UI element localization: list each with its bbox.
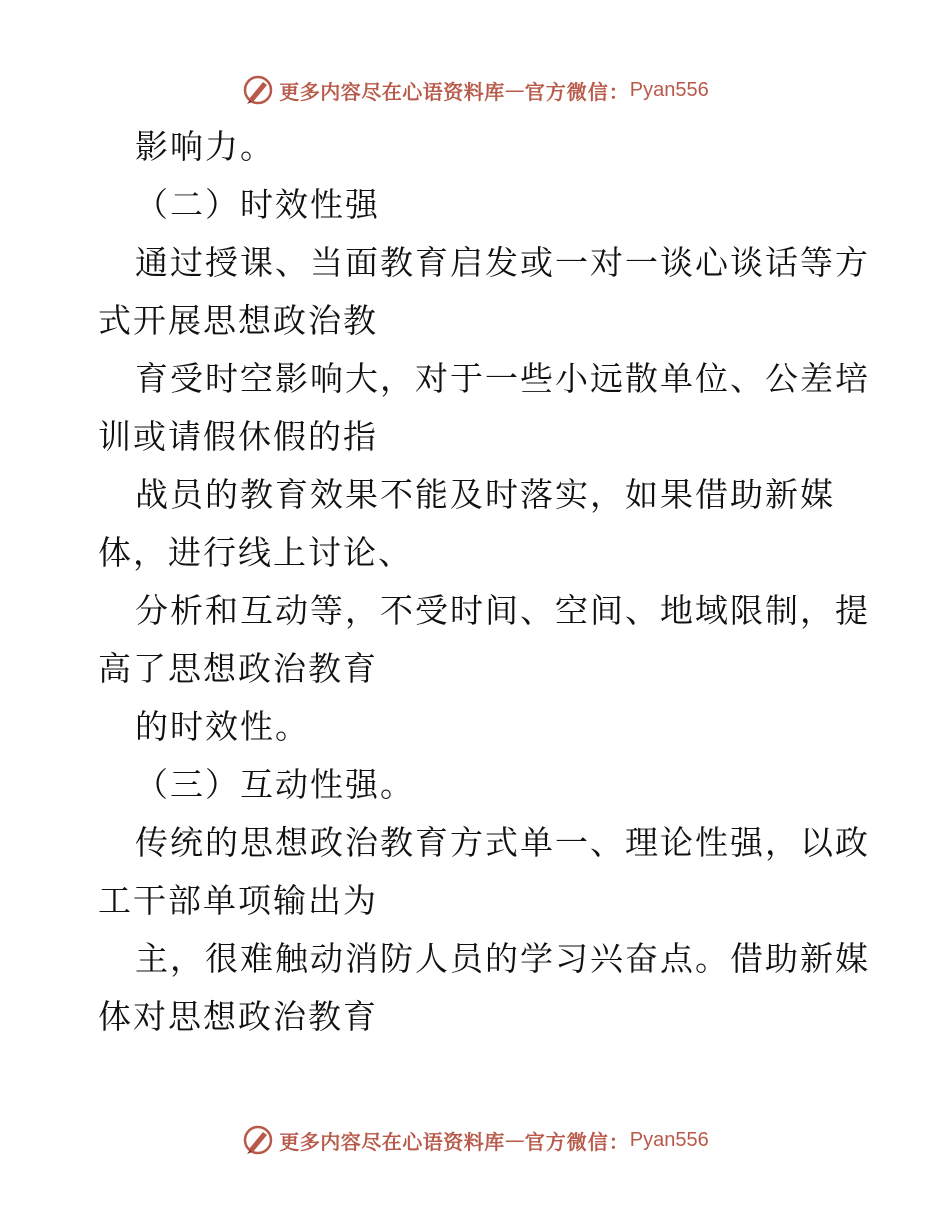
header-dash: — bbox=[504, 78, 525, 102]
footer-wechat-label: 官方微信： bbox=[524, 1129, 630, 1154]
header-wechat-label: 官方微信： bbox=[524, 79, 630, 104]
pen-logo-icon bbox=[241, 73, 275, 107]
text-line: 训或请假休假的指 bbox=[98, 417, 378, 456]
footer-wechat-id: Pyan556 bbox=[629, 1128, 709, 1151]
text-line: 战员的教育效果不能及时落实，如果借助新媒 bbox=[135, 475, 835, 514]
text-line: 分析和互动等，不受时间、空间、地域限制，提 bbox=[135, 591, 870, 630]
text-line: 高了思想政治教育 bbox=[98, 649, 378, 688]
text-line: 的时效性。 bbox=[135, 707, 310, 746]
document-body bbox=[98, 118, 870, 1046]
text-line: 工干部单项输出为 bbox=[98, 881, 378, 920]
header-wechat-id: Pyan556 bbox=[629, 78, 709, 101]
text-line: 主，很难触动消防人员的学习兴奋点。借助新媒 bbox=[135, 939, 870, 978]
section-heading: （二）时效性强 bbox=[135, 185, 380, 224]
header-watermark bbox=[0, 70, 950, 110]
footer-watermark bbox=[0, 1120, 950, 1160]
section-heading: （三）互动性强。 bbox=[135, 765, 415, 804]
text-line: 通过授课、当面教育启发或一对一谈心谈话等方 bbox=[135, 243, 870, 282]
footer-dash: — bbox=[504, 1128, 525, 1152]
header-brand-text: 更多内容尽在心语资料库 bbox=[279, 79, 505, 104]
text-line: 影响力。 bbox=[135, 127, 275, 166]
text-line: 体对思想政治教育 bbox=[98, 997, 378, 1036]
text-line: 育受时空影响大，对于一些小远散单位、公差培 bbox=[135, 359, 870, 398]
footer-brand-text: 更多内容尽在心语资料库 bbox=[279, 1129, 505, 1154]
text-line: 式开展思想政治教 bbox=[98, 301, 378, 340]
text-line: 体，进行线上讨论、 bbox=[98, 533, 413, 572]
text-line: 传统的思想政治教育方式单一、理论性强，以政 bbox=[135, 823, 870, 862]
pen-logo-icon bbox=[241, 1123, 275, 1157]
